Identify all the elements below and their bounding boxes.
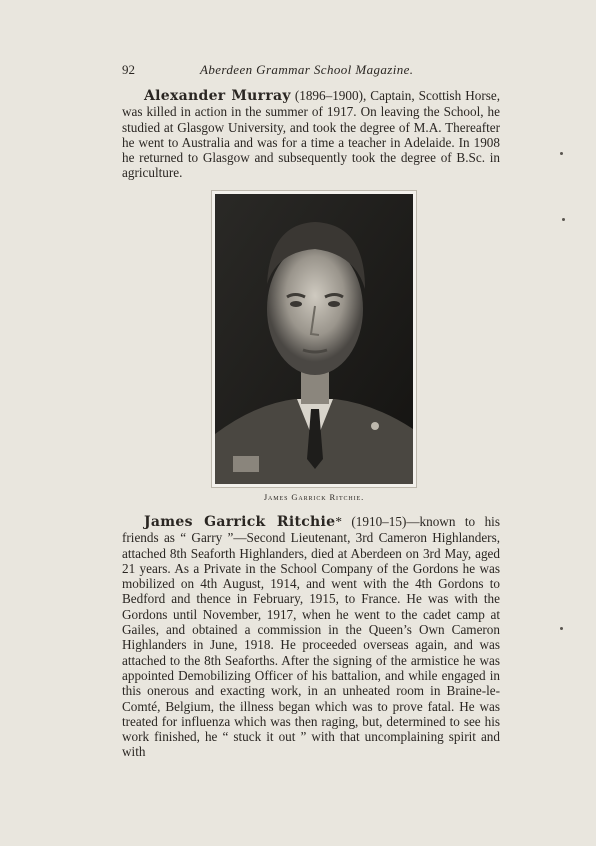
entry-text-murray: (1896–1900), Captain, Scottish Horse, was killed in action in the summer of 1917. On leaving the School, he studied at Glasgow University, and took the degree of M.A. Thereafter he went to Australia and was for a time a teacher in Adelaide. In 1908 he returned to Glasgow and subsequently took the degree of B.Sc. in agriculture. (122, 88, 500, 181)
obituary-entry-ritchie (122, 514, 500, 760)
obituary-entry-murray (122, 88, 500, 181)
page-number: 92 (122, 62, 135, 77)
entry-name-murray: Alexander Murray (144, 88, 291, 104)
entry-text-ritchie: * (1910–15)—known to his friends as “ Garry ”—Second Lieutenant, 3rd Cameron Highlanders, attached 8th Seaforth Highlanders, died at Aberdeen on 3rd May, aged 21 years. As a Private in the School Company of the Gordons he was mobilized on 4th August, 1914, and went with the 4th Gordons to Bedford and thence in February, 1915, to France. He was with the Gordons until November, 1917, when he went to the cadet camp at Gailes, and obtained a commission in the Queen’s Own Cameron Highlanders in June, 1918. He proceeded overseas again, and was attached to the 8th Seaforths. After the signing of the armistice he was appointed Demobilizing Officer of his battalion, and while engaged in this onerous and exacting work, in an unheated room in Braine-le-Comté, Belgium, the illness began which was to prove fatal. He was treated for influenza which was then raging, but, determined to see his work finished, he “ stuck it out ” with that uncomplaining spirit and with (122, 514, 500, 760)
portrait-photo-frame (211, 190, 417, 488)
page-speck (562, 218, 565, 221)
running-title: Aberdeen Grammar School Magazine. (200, 62, 414, 77)
page-speck (560, 627, 563, 630)
portrait-photo (215, 194, 413, 484)
page-speck (560, 152, 563, 155)
photo-caption: James Garrick Ritchie. (263, 492, 365, 502)
entry-name-ritchie: James Garrick Ritchie (144, 514, 336, 530)
